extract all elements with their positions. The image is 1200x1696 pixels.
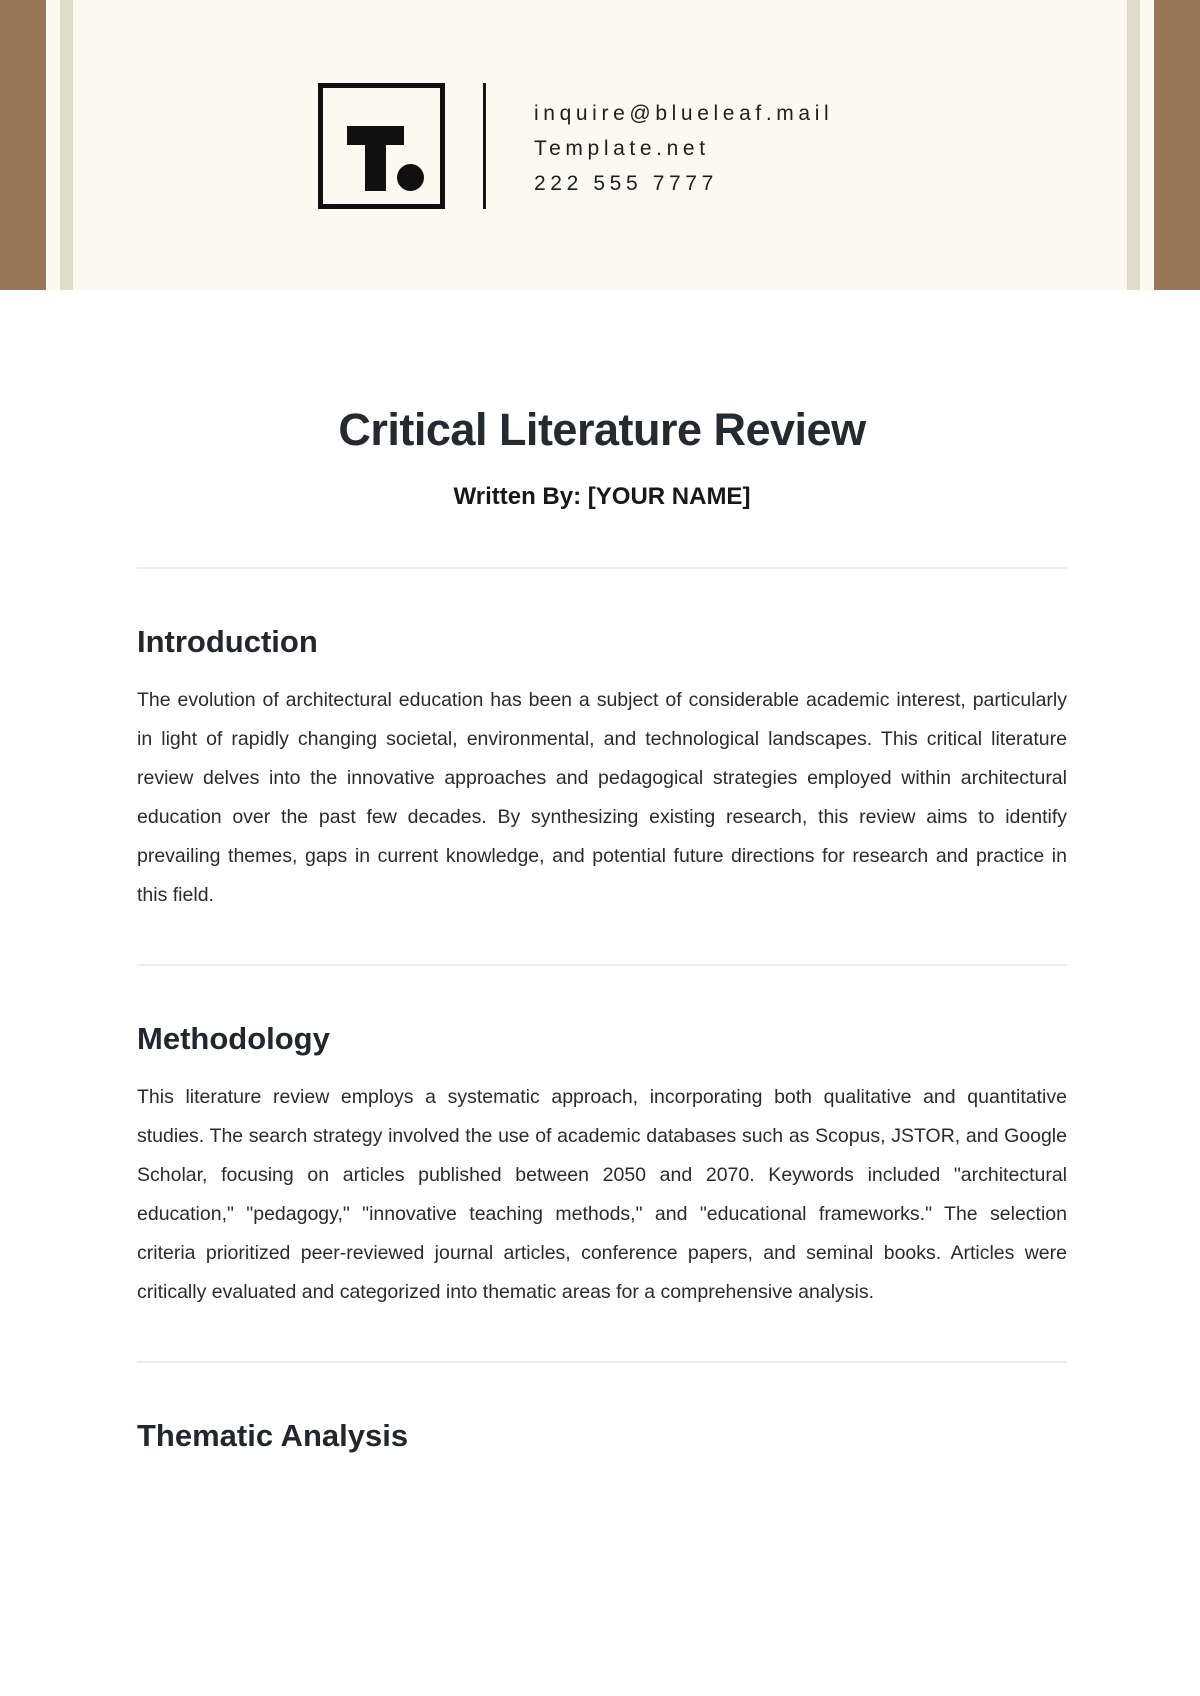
contact-email: inquire@blueleaf.mail bbox=[534, 102, 834, 125]
logo-t-dot bbox=[397, 164, 424, 191]
left-accent-line bbox=[60, 0, 73, 290]
byline: Written By: [YOUR NAME] bbox=[453, 483, 751, 510]
section-divider bbox=[137, 964, 1067, 966]
logo-text bbox=[323, 88, 324, 89]
logo-t-stem bbox=[365, 126, 386, 191]
section-heading: Methodology bbox=[137, 1021, 330, 1056]
section-heading: Introduction bbox=[137, 624, 318, 659]
lockup-divider bbox=[483, 83, 486, 209]
logo-icon bbox=[318, 83, 445, 209]
section-methodology bbox=[137, 1020, 1067, 1312]
section-thematic-analysis bbox=[137, 1417, 1067, 1454]
right-brown-bar bbox=[1154, 0, 1200, 290]
section-introduction bbox=[137, 623, 1067, 915]
section-divider bbox=[137, 567, 1067, 569]
right-accent-line bbox=[1127, 0, 1140, 290]
left-brown-bar bbox=[0, 0, 46, 290]
section-body: This literature review employs a systematic approach, incorporating both qualitative and quantitative studies. The search strategy involved the use of academic databases such as Scopus, JSTOR, and Google Scholar, focusing on articles published between 2050 and 2070. Keywords included "architectural education," "pedagogy," "innovative teaching methods," and "educational frameworks." The selection criteria prioritized peer-reviewed journal articles, conference papers, and seminal books. Articles were critically evaluated and categorized into thematic areas for a comprehensive analysis. bbox=[137, 1086, 1067, 1303]
contact-phone: 222 555 7777 bbox=[534, 172, 718, 195]
section-body: The evolution of architectural education has been a subject of considerable academic interest, particularly in light of rapidly changing societal, environmental, and technological landscapes. This critical literature review delves into the innovative approaches and pedagogical strategies employed within architectural education over the past few decades. By synthesizing existing research, this review aims to identify prevailing themes, gaps in current knowledge, and potential future directions for research and practice in this field. bbox=[137, 689, 1067, 906]
contact-website: Template.net bbox=[534, 137, 710, 160]
page-title: Critical Literature Review bbox=[338, 404, 866, 455]
letterhead bbox=[0, 0, 1200, 290]
section-divider bbox=[137, 1361, 1067, 1363]
contact-block bbox=[534, 96, 833, 201]
section-heading: Thematic Analysis bbox=[137, 1418, 409, 1453]
document-content bbox=[0, 290, 1200, 1454]
